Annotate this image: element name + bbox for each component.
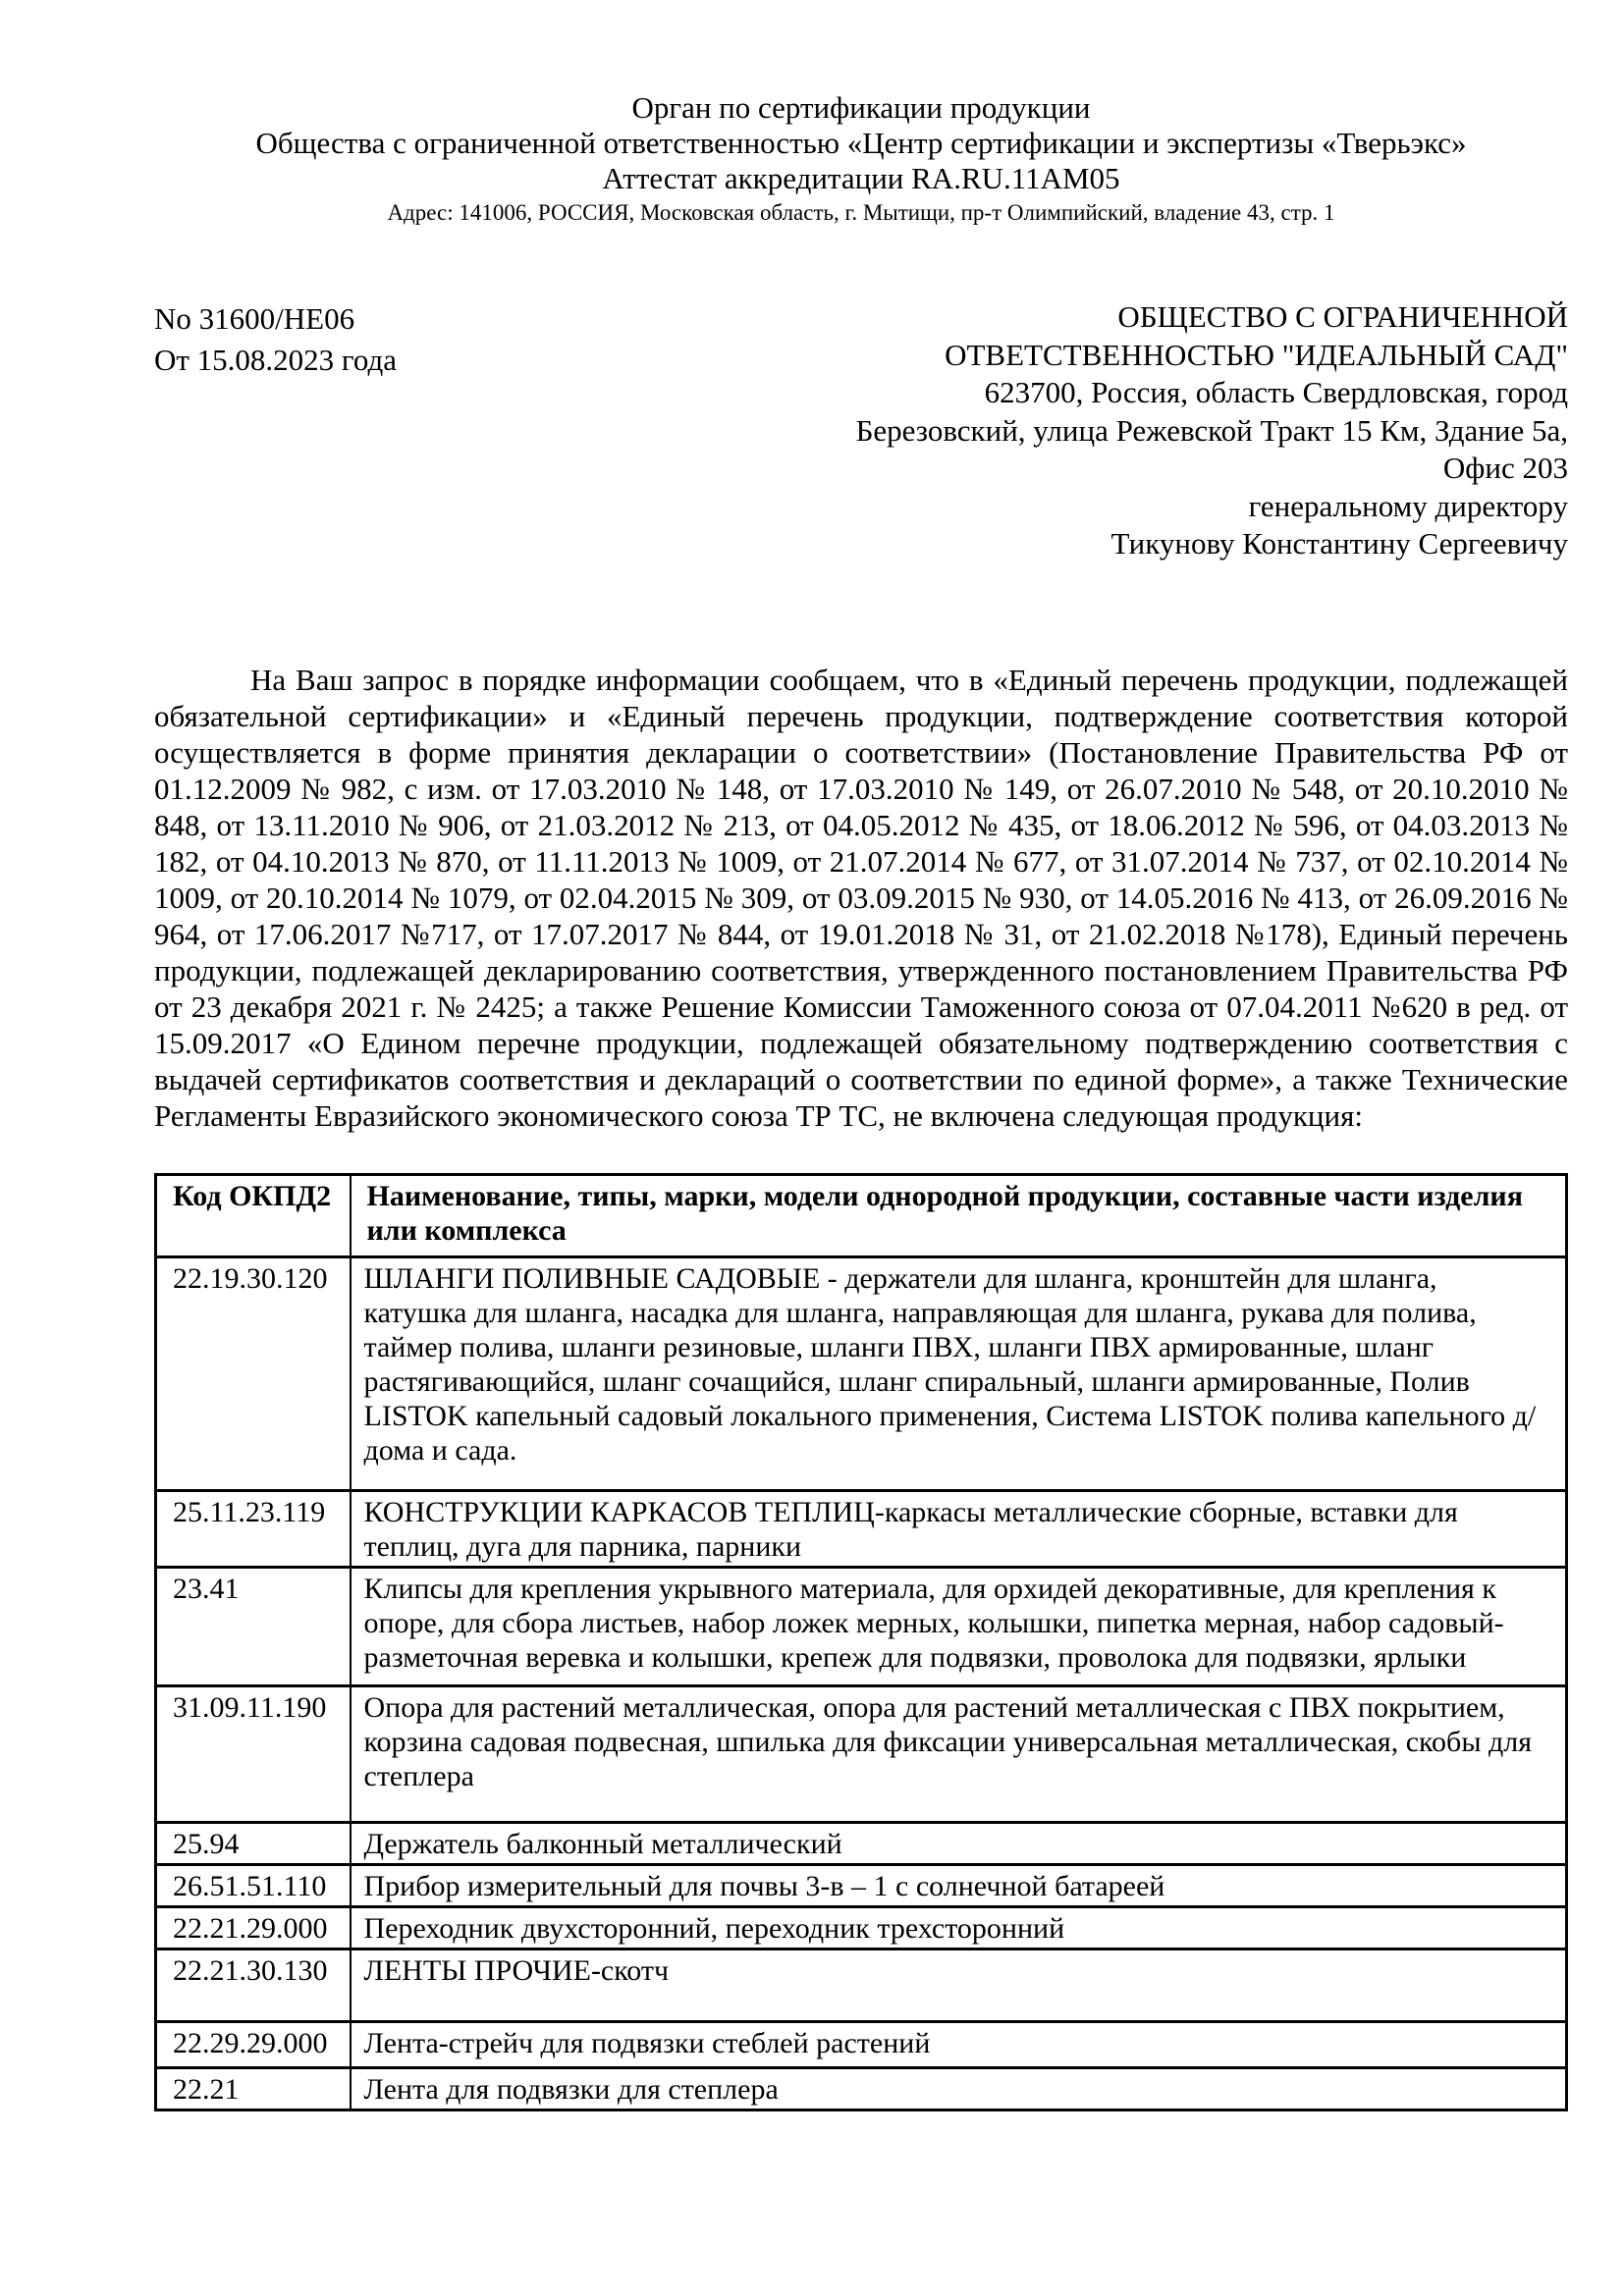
okpd-code: 31.09.11.190 — [156, 1685, 351, 1822]
table-row — [156, 2021, 1567, 2067]
product-description: ЛЕНТЫ ПРОЧИЕ-скотч — [351, 1949, 1567, 2021]
product-description: ШЛАНГИ ПОЛИВНЫЕ САДОВЫЕ - держатели для шланга, кронштейн для шланга, катушка для шланга, насадка для шланга, направляющая для шланга, рукава для полива, таймер полива, шланги резиновые, шланги ПВХ, шланги ПВХ армированные, шланг растягивающийся, шланг сочащийся, шланг спиральный, шланги армированные, Полив LISTOK капельный садовый локального применения, Система LISTOK полива капельного д/дома и сада. — [351, 1256, 1567, 1490]
document-content — [154, 90, 1568, 2111]
okpd-code: 22.21.29.000 — [156, 1906, 351, 1949]
product-description: Клипсы для крепления укрывного материала, для орхидей декоративные, для крепления к опоре, для сбора листьев, набор ложек мерных, колышки, пипетка мерная, набор садовый-разметочная веревка и колышки, крепеж для подвязки, проволока для подвязки, ярлыки — [351, 1567, 1567, 1685]
table-row — [156, 1685, 1567, 1822]
recipient-line: генеральному директору — [1248, 488, 1568, 523]
table-row — [156, 2067, 1567, 2109]
product-description: КОНСТРУКЦИИ КАРКАСОВ ТЕПЛИЦ-каркасы металлические сборные, вставки для теплиц, дуга для парника, парники — [351, 1490, 1567, 1567]
table-row — [156, 1567, 1567, 1685]
product-description: Лента-стрейч для подвязки стеблей растений — [351, 2021, 1567, 2067]
product-description: Прибор измерительный для почвы 3-в – 1 с солнечной батареей — [351, 1864, 1567, 1906]
product-description: Лента для подвязки для степлера — [351, 2067, 1567, 2109]
letterhead-accreditation: Аттестат аккредитации RA.RU.11АМ05 — [602, 161, 1120, 195]
okpd-code: 22.21.30.130 — [156, 1949, 351, 2021]
letterhead — [154, 90, 1568, 228]
okpd-code: 22.21 — [156, 2067, 351, 2109]
recipient-line: ОТВЕТСТВЕННОСТЬЮ "ИДЕАЛЬНЫЙ САД" — [945, 337, 1568, 372]
table-body — [156, 1256, 1567, 2109]
table-header-row — [156, 1174, 1567, 1256]
table-row — [156, 1864, 1567, 1906]
product-description: Переходник двухсторонний, переходник трехсторонний — [351, 1906, 1567, 1949]
column-header-product-name: Наименование, типы, марки, модели однородной продукции, составные части изделия или комплекса — [351, 1174, 1567, 1256]
okpd-code: 26.51.51.110 — [156, 1864, 351, 1906]
products-table — [154, 1173, 1568, 2111]
reference-and-recipient-row — [154, 298, 1568, 563]
okpd-code: 22.29.29.000 — [156, 2021, 351, 2067]
product-description: Держатель балконный металлический — [351, 1822, 1567, 1864]
letterhead-org-name: Общества с ограниченной ответственностью «Центр сертификации и экспертизы «Тверьэкс» — [255, 126, 1467, 160]
letterhead-address: Адрес: 141006, РОССИЯ, Московская область, г. Мытищи, пр-т Олимпийский, владение 43, стр. 1 — [387, 200, 1335, 225]
table-row — [156, 1906, 1567, 1949]
column-header-okpd-code: Код ОКПД2 — [156, 1174, 351, 1256]
okpd-code: 23.41 — [156, 1567, 351, 1685]
recipient-line: Березовский, улица Режевской Тракт 15 Км, Здание 5а, — [855, 412, 1568, 448]
letter-date: От 15.08.2023 года — [154, 343, 398, 377]
table-row — [156, 1949, 1567, 2021]
product-description: Опора для растений металлическая, опора для растений металлическая с ПВХ покрытием, корзина садовая подвесная, шпилька для фиксации универсальная металлическая, скобы для степлера — [351, 1685, 1567, 1822]
recipient-line: 623700, Россия, область Свердловская, город — [984, 375, 1568, 409]
table-row — [156, 1822, 1567, 1864]
recipient-line: ОБЩЕСТВО С ОГРАНИЧЕННОЙ — [1117, 299, 1568, 334]
table-row — [156, 1490, 1567, 1567]
body-paragraph: На Ваш запрос в порядке информации сообщаем, что в «Единый перечень продукции, подлежащей обязательной сертификации» и «Единый перечень продукции, подтверждение соответствия которой осуществляется в форме принятия декларации о соответствии» (Постановление Правительства РФ от 01.12.2009 № 982, с изм. от 17.03.2010 № 148, от 17.03.2010 № 149, от 26.07.2010 № 548, от 20.10.2010 № 848, от 13.11.2010 № 906, от 21.03.2012 № 213, от 04.05.2012 № 435, от 18.06.2012 № 596, от 04.03.2013 № 182, от 04.10.2013 № 870, от 11.11.2013 № 1009, от 21.07.2014 № 677, от 31.07.2014 № 737, от 02.10.2014 № 1009, от 20.10.2014 № 1079, от 02.04.2015 № 309, от 03.09.2015 № 930, от 14.05.2016 № 413, от 26.09.2016 № 964, от 17.06.2017 №717, от 17.07.2017 № 844, от 19.01.2018 № 31, от 21.02.2018 №178), Единый перечень продукции, подлежащей декларированию соответствия, утвержденного постановлением Правительства РФ от 23 декабря 2021 г. № 2425; а также Решение Комиссии Таможенного союза от 07.04.2011 №620 в ред. от 15.09.2017 «О Едином перечне продукции, подлежащей обязательному подтверждению соответствия с выдачей сертификатов соответствия и деклараций о соответствии по единой форме», а также Технические Регламенты Евразийского экономического союза ТР ТС, не включена следующая продукция: — [154, 662, 1568, 1133]
recipient-line: Офис 203 — [1442, 451, 1568, 485]
table-row — [156, 1256, 1567, 1490]
letterhead-org-type: Орган по сертификации продукции — [631, 90, 1091, 125]
okpd-code: 25.11.23.119 — [156, 1490, 351, 1567]
letter-number: No 31600/НЕ06 — [154, 301, 355, 336]
recipient-line: Тикунову Константину Сергеевичу — [1110, 526, 1568, 561]
reference-block — [154, 298, 397, 381]
okpd-code: 25.94 — [156, 1822, 351, 1864]
okpd-code: 22.19.30.120 — [156, 1256, 351, 1490]
